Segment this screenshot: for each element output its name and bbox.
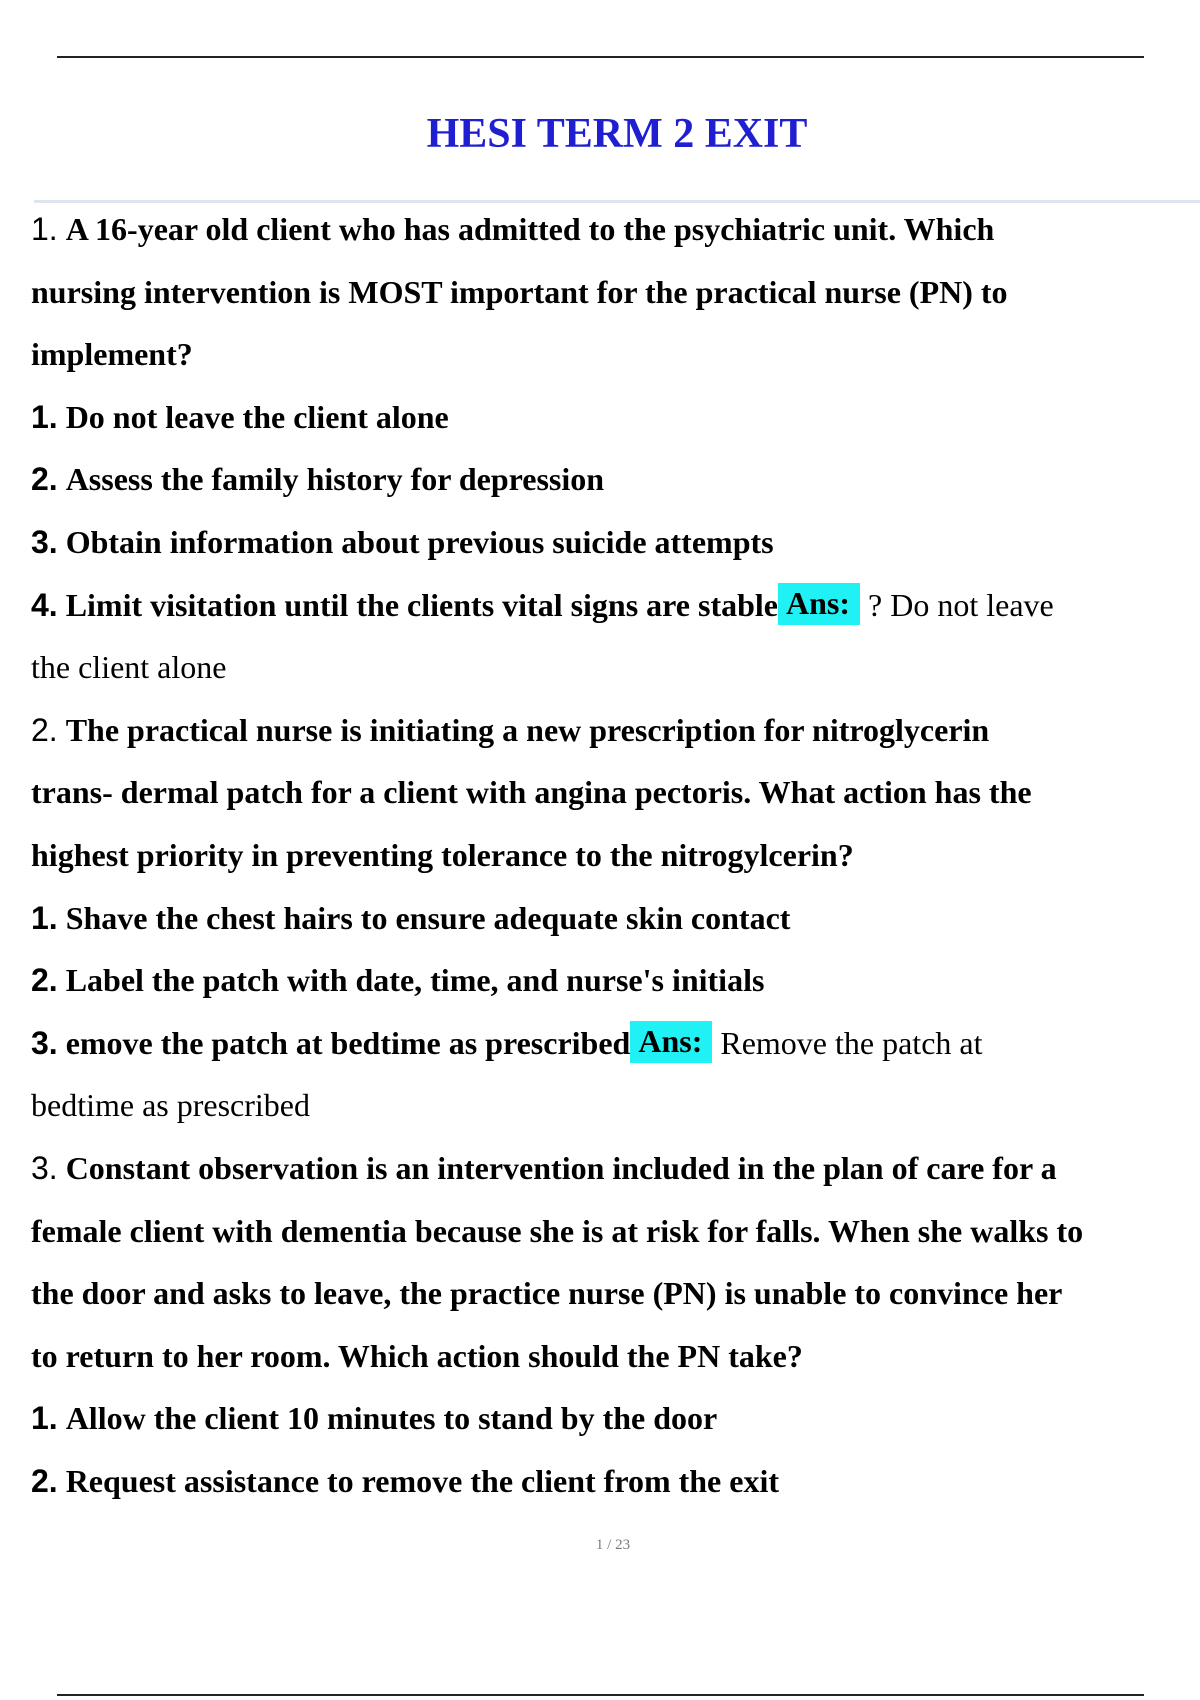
option-text: Request assistance to remove the client from the exit [65, 1462, 779, 1499]
question-stem: The practical nurse is initiating a new prescription for nitroglycerin [65, 711, 990, 748]
question-number: 1. [31, 211, 58, 247]
question-2-stem-line [31, 699, 1197, 762]
option-number: 1. [31, 1400, 58, 1437]
question-2-stem-line: highest priority in preventing tolerance to the nitrogylcerin? [31, 836, 854, 873]
question-1-option [31, 448, 1197, 511]
question-1-stem-line: implement? [31, 336, 193, 373]
option-text: Limit visitation until the clients vital signs are stable [65, 586, 778, 623]
answer-text-continued: the client alone [31, 649, 227, 686]
option-number: 2. [31, 962, 58, 999]
question-1-option [31, 386, 1197, 449]
option-text: Assess the family history for depression [65, 461, 605, 498]
option-text: Allow the client 10 minutes to stand by the door [65, 1400, 718, 1437]
question-2-stem-line: trans- dermal patch for a client with angina pectoris. What action has the [31, 774, 1032, 811]
question-number: 3. [31, 1149, 58, 1186]
option-text: Label the patch with date, time, and nurse's initials [65, 962, 765, 999]
answer-label-highlight: Ans: [630, 1021, 712, 1063]
option-text: emove the patch at bedtime as prescribed [65, 1024, 631, 1061]
answer-label-highlight: Ans: [778, 583, 860, 625]
answer-text-continued: bedtime as prescribed [31, 1087, 310, 1124]
question-3-stem-line: female client with dementia because she is at risk for falls. When she walks to [31, 1212, 1084, 1249]
question-1-option [31, 511, 1197, 574]
option-text: Do not leave the client alone [65, 398, 449, 435]
question-2-option [31, 1012, 1197, 1075]
bottom-rule [57, 1694, 1144, 1696]
answer-text: ? Do not leave [868, 586, 1054, 623]
option-text: Obtain information about previous suicide attempts [65, 523, 774, 560]
page-title: HESI TERM 2 EXIT [426, 111, 808, 157]
option-number: 4. [31, 586, 58, 623]
question-3-stem-line [31, 1137, 1197, 1200]
page-number: 1 / 23 [595, 1537, 631, 1553]
option-number: 3. [31, 523, 58, 560]
answer-text: Remove the patch at [720, 1024, 983, 1061]
question-3-stem-line: to return to her room. Which action should the PN take? [31, 1337, 803, 1374]
option-number: 1. [31, 398, 58, 435]
option-number: 1. [31, 899, 58, 936]
question-1-option [31, 574, 1197, 637]
question-3-option [31, 1450, 1197, 1513]
question-2-option [31, 887, 1197, 950]
question-1-stem-line [31, 198, 1197, 261]
question-stem: Constant observation is an intervention included in the plan of care for a [65, 1149, 1057, 1186]
question-1-stem-line: nursing intervention is MOST important for the practical nurse (PN) to [31, 273, 1008, 310]
question-list [31, 198, 1197, 1512]
question-3-option [31, 1387, 1197, 1450]
question-2-option [31, 949, 1197, 1012]
question-3-stem-line: the door and asks to leave, the practice nurse (PN) is unable to convince her [31, 1275, 1063, 1312]
question-number: 2. [31, 711, 58, 748]
option-number: 2. [31, 461, 58, 498]
option-number: 3. [31, 1024, 58, 1061]
option-number: 2. [31, 1462, 58, 1499]
top-rule [57, 56, 1144, 58]
option-text: Shave the chest hairs to ensure adequate skin contact [65, 899, 791, 936]
question-stem: A 16-year old client who has admitted to the psychiatric unit. Which [65, 211, 995, 247]
